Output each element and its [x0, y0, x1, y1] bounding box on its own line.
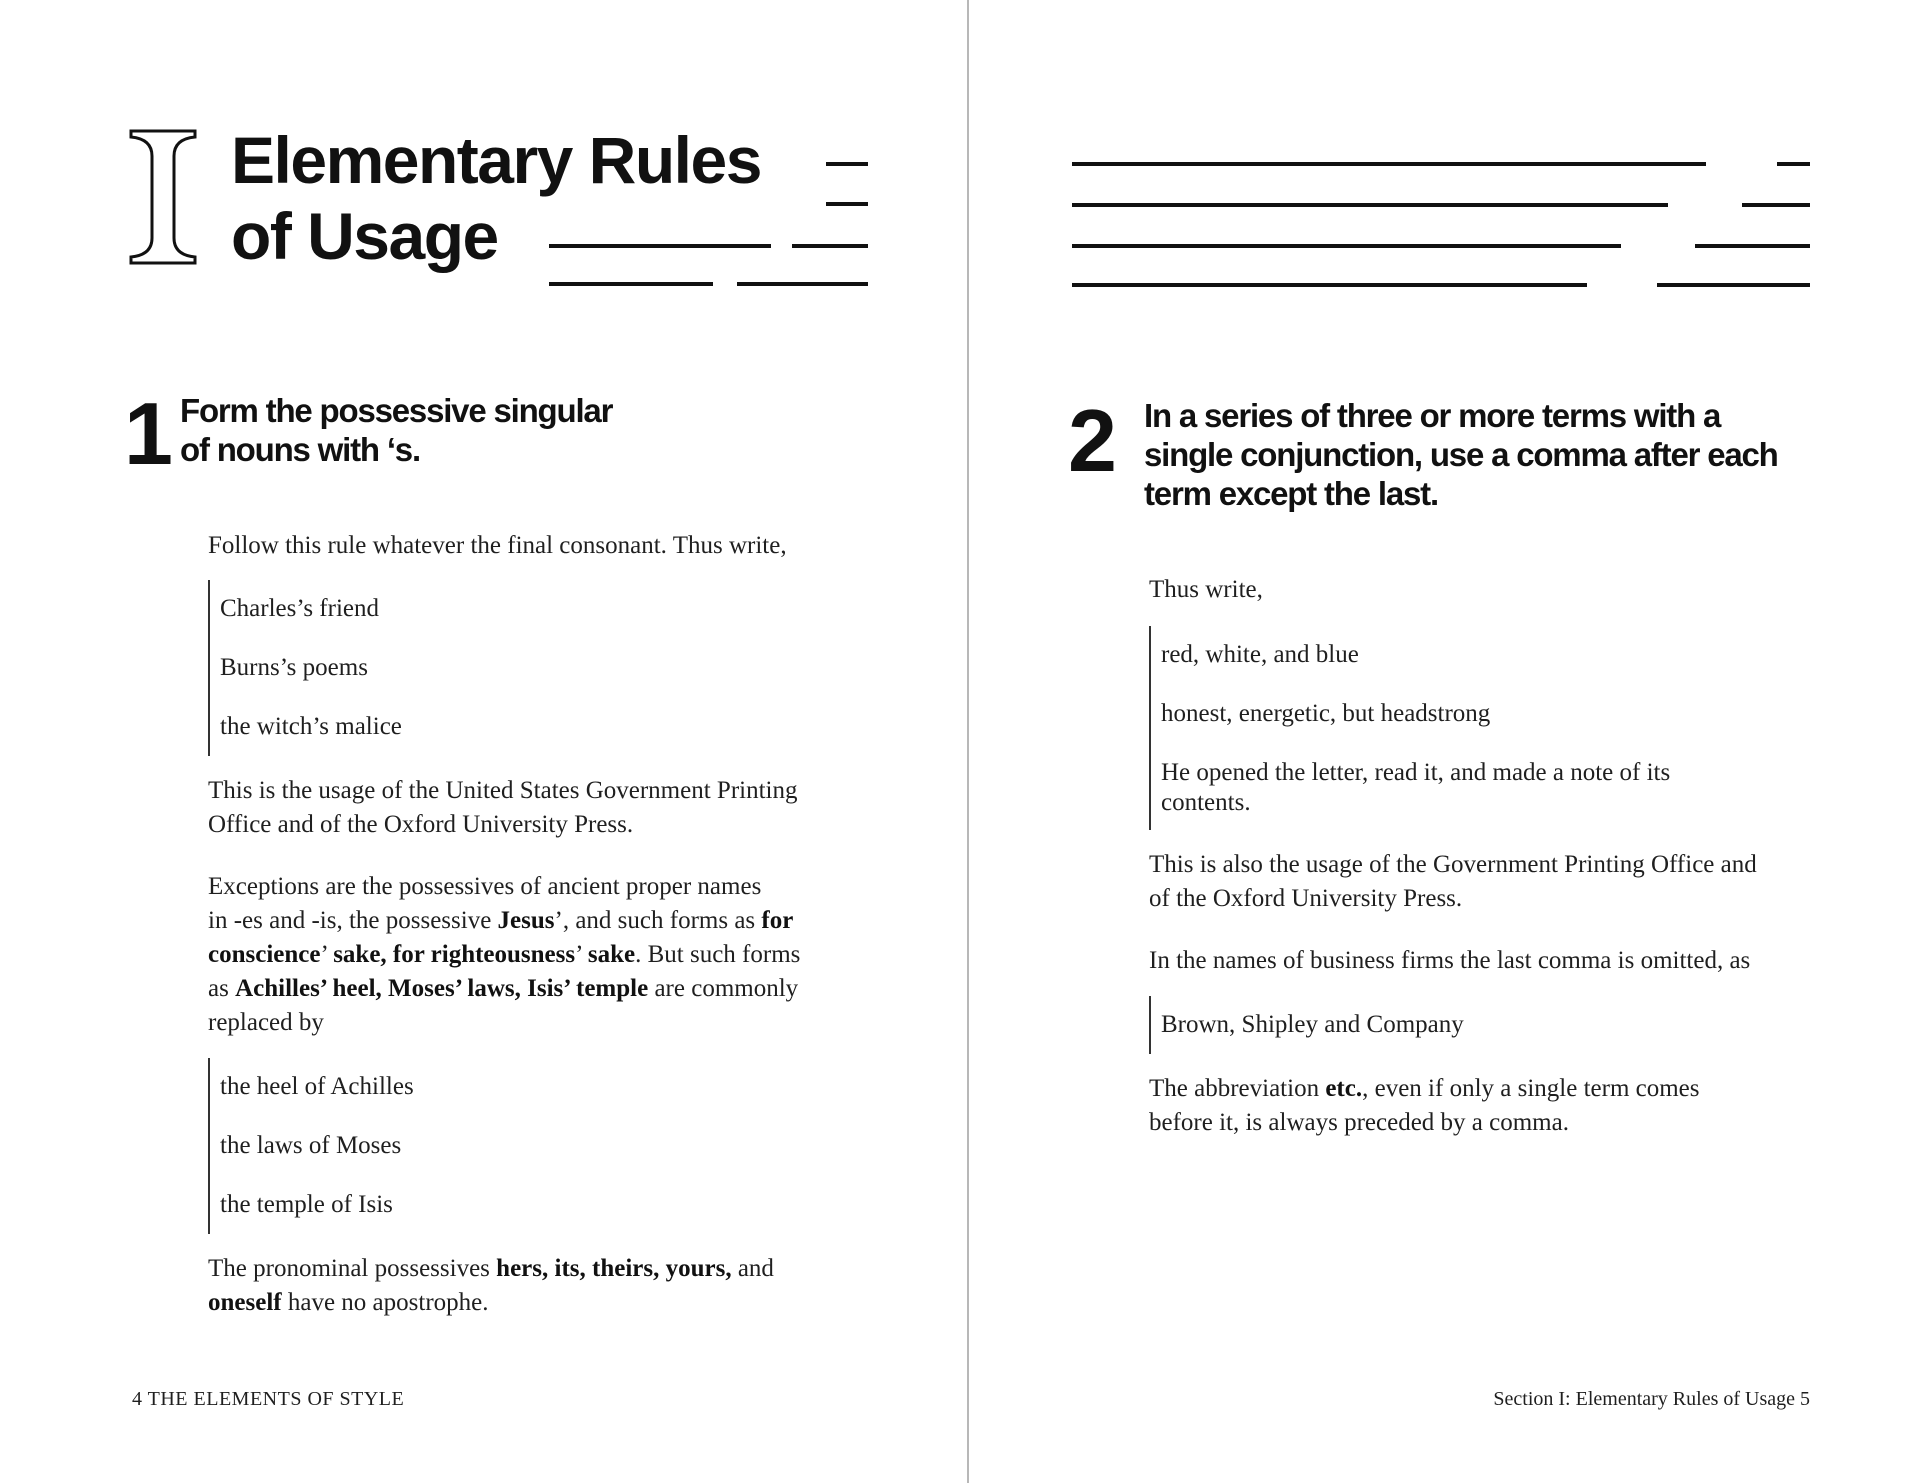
example-item: red, white, and blue [1161, 641, 1359, 668]
section-title-line2: of Usage [231, 199, 498, 273]
rule-number: 2 [1068, 391, 1115, 490]
decor-rule [1072, 283, 1587, 287]
paragraph: The abbreviation etc., even if only a single term comes before it, is always preceded by a comma. [1149, 1075, 1700, 1136]
paragraph: Thus write, [1149, 576, 1263, 603]
paragraph: This is also the usage of the Government Printing Office and of the Oxford University Press. [1149, 851, 1757, 912]
decor-rule [1777, 162, 1810, 166]
decor-rule [1072, 244, 1621, 248]
decor-rule [1072, 162, 1706, 166]
decor-rule [792, 244, 868, 248]
example-block [208, 1058, 414, 1234]
paragraph: This is the usage of the United States Government Printing Office and of the Oxford University Press. [208, 777, 798, 838]
decor-rule [1657, 283, 1810, 287]
example-item: the witch’s malice [220, 713, 402, 740]
decor-rule [826, 202, 868, 206]
example-item: Burns’s poems [220, 654, 368, 681]
decor-rule [826, 162, 868, 166]
decor-rule [1695, 244, 1810, 248]
example-item: Charles’s friend [220, 595, 379, 622]
rule-title: In a series of three or more terms with a single conjunction, use a comma after each term except the last. [1144, 397, 1778, 512]
paragraph: Follow this rule whatever the final consonant. Thus write, [208, 532, 787, 559]
paragraph: Exceptions are the possessives of ancient proper names in -es and -is, the possessive Jesus’, and such forms as for conscience’ sake, for righteousness’ sake. But such forms as Achilles’ heel, Moses’ laws, Isis’ temple are commonly replaced by [208, 873, 801, 1036]
decor-rule [1742, 203, 1810, 207]
example-item: the laws of Moses [220, 1132, 402, 1159]
paragraph: The pronominal possessives hers, its, theirs, yours, and oneself have no apostrophe. [208, 1255, 774, 1316]
paragraph: In the names of business firms the last comma is omitted, as [1149, 947, 1751, 974]
example-item: Brown, Shipley and Company [1161, 1011, 1464, 1038]
rule-title: Form the possessive singular of nouns with ‘s. [180, 392, 613, 468]
example-item: honest, energetic, but headstrong [1161, 700, 1491, 727]
roman-numeral-one-icon [128, 128, 198, 266]
example-block [208, 580, 402, 756]
page-footer: 4 THE ELEMENTS OF STYLE [132, 1388, 405, 1410]
decor-rule [1072, 203, 1668, 207]
decor-rule [737, 282, 868, 286]
rule-number: 1 [124, 384, 171, 483]
example-item: He opened the letter, read it, and made a note of its contents. [1161, 759, 1671, 816]
decor-rule [549, 282, 713, 286]
example-item: the heel of Achilles [220, 1073, 414, 1100]
decor-rule [549, 244, 771, 248]
example-block [1149, 626, 1670, 830]
page-footer: Section I: Elementary Rules of Usage 5 [1493, 1388, 1810, 1410]
section-title [231, 122, 761, 274]
example-item: the temple of Isis [220, 1191, 393, 1218]
right-page [969, 0, 1920, 1483]
example-block [1149, 996, 1464, 1054]
section-title-line1: Elementary Rules [231, 123, 761, 197]
